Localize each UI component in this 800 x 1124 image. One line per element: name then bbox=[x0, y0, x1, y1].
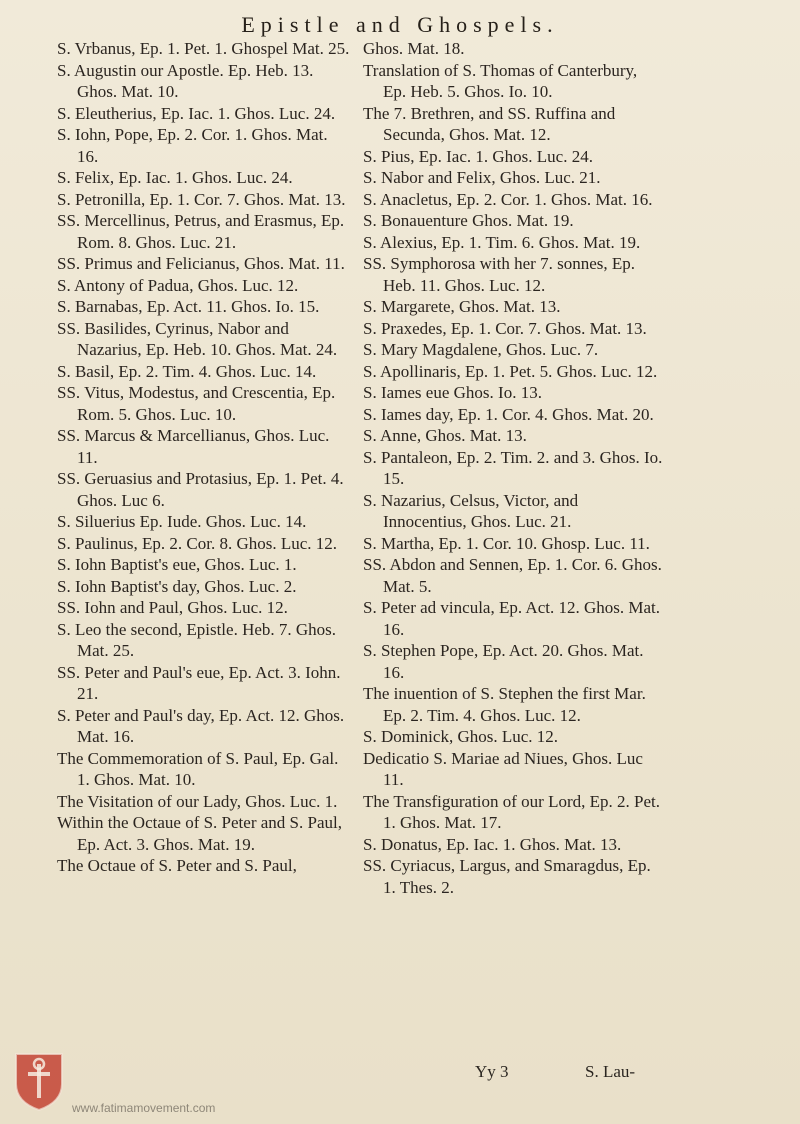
calendar-entry: S. Petronilla, Ep. 1. Cor. 7. Ghos. Mat. 13. bbox=[57, 189, 346, 209]
right-column bbox=[363, 38, 663, 898]
calendar-entry: SS. Abdon and Sennen, Ep. 1. Cor. 6. Ghos. Mat. 5. bbox=[363, 555, 662, 596]
calendar-entry: S. Eleutherius, Ep. Iac. 1. Ghos. Luc. 24. bbox=[57, 103, 336, 123]
calendar-entry: S. Pantaleon, Ep. 2. Tim. 2. and 3. Ghos. Io. 15. bbox=[363, 447, 663, 488]
left-column bbox=[57, 38, 353, 877]
calendar-entry: Translation of S. Thomas of Canterbury, Ep. Heb. 5. Ghos. Io. 10. bbox=[363, 60, 638, 101]
calendar-entry: The inuention of S. Stephen the first Mar. Ep. 2. Tim. 4. Ghos. Luc. 12. bbox=[363, 684, 646, 725]
calendar-entry: S. Dominick, Ghos. Luc. 12. bbox=[363, 727, 559, 746]
calendar-entry: S. Paulinus, Ep. 2. Cor. 8. Ghos. Luc. 12. bbox=[57, 533, 338, 553]
calendar-entry: S. Iohn, Pope, Ep. 2. Cor. 1. Ghos. Mat. 16. bbox=[57, 125, 328, 166]
calendar-entry: S. Leo the second, Epistle. Heb. 7. Ghos. Mat. 25. bbox=[57, 619, 337, 660]
calendar-entry: S. Anne, Ghos. Mat. 13. bbox=[363, 426, 527, 445]
footer-row bbox=[363, 1062, 663, 1086]
calendar-entry: S. Apollinaris, Ep. 1. Pet. 5. Ghos. Luc. 12. bbox=[363, 361, 658, 381]
calendar-entry: S. Stephen Pope, Ep. Act. 20. Ghos. Mat. 16. bbox=[363, 641, 644, 682]
calendar-entry: SS. Vitus, Modestus, and Crescentia, Ep. Rom. 5. Ghos. Luc. 10. bbox=[57, 383, 336, 424]
calendar-entry: SS. Iohn and Paul, Ghos. Luc. 12. bbox=[57, 598, 288, 617]
calendar-entry: S. Pius, Ep. Iac. 1. Ghos. Luc. 24. bbox=[363, 146, 593, 166]
calendar-entry: S. Iohn Baptist's day, Ghos. Luc. 2. bbox=[57, 576, 297, 596]
calendar-entry: S. Bonauenture Ghos. Mat. 19. bbox=[363, 211, 574, 230]
calendar-entry: S. Anacletus, Ep. 2. Cor. 1. Ghos. Mat. 16. bbox=[363, 189, 653, 209]
calendar-entry: SS. Cyriacus, Largus, and Smaragdus, Ep. 1. Thes. 2. bbox=[363, 856, 651, 897]
calendar-entry: S. Margarete, Ghos. Mat. 13. bbox=[363, 297, 561, 316]
calendar-entry: S. Nazarius, Celsus, Victor, and Innocentius, Ghos. Luc. 21. bbox=[363, 490, 579, 531]
calendar-entry: S. Antony of Padua, Ghos. Luc. 12. bbox=[57, 275, 299, 295]
calendar-entry: S. Donatus, Ep. Iac. 1. Ghos. Mat. 13. bbox=[363, 834, 622, 854]
calendar-entry: S. Peter ad vincula, Ep. Act. 12. Ghos. Mat. 16. bbox=[363, 598, 660, 639]
calendar-entry: S. Martha, Ep. 1. Cor. 10. Ghosp. Luc. 11. bbox=[363, 533, 650, 553]
catchword: S. Lau- bbox=[585, 1062, 636, 1081]
calendar-entry: SS. Peter and Paul's eue, Ep. Act. 3. Iohn. 21. bbox=[57, 662, 341, 703]
page-header: Epistle and Ghospels. bbox=[241, 12, 559, 37]
calendar-entry: S. Praxedes, Ep. 1. Cor. 7. Ghos. Mat. 13. bbox=[363, 318, 647, 338]
calendar-entry: S. Iohn Baptist's eue, Ghos. Luc. 1. bbox=[57, 555, 297, 574]
calendar-entry: S. Siluerius Ep. Iude. Ghos. Luc. 14. bbox=[57, 512, 307, 531]
calendar-entry: SS. Basilides, Cyrinus, Nabor and Nazarius, Ep. Heb. 10. Ghos. Mat. 24. bbox=[57, 318, 338, 359]
calendar-entry: S. Basil, Ep. 2. Tim. 4. Ghos. Luc. 14. bbox=[57, 361, 317, 381]
calendar-entry: SS. Geruasius and Protasius, Ep. 1. Pet. 4. Ghos. Luc 6. bbox=[57, 469, 344, 510]
calendar-entry: Dedicatio S. Mariae ad Niues, Ghos. Luc 11. bbox=[363, 748, 643, 789]
calendar-entry: S. Felix, Ep. Iac. 1. Ghos. Luc. 24. bbox=[57, 168, 293, 187]
calendar-entry: The Octaue of S. Peter and S. Paul, bbox=[57, 856, 297, 875]
calendar-entry: SS. Mercellinus, Petrus, and Erasmus, Ep. Rom. 8. Ghos. Luc. 21. bbox=[57, 211, 345, 252]
watermark-url: www.fatimamovement.com bbox=[72, 1101, 216, 1115]
calendar-entry: SS. Symphorosa with her 7. sonnes, Ep. Heb. 11. Ghos. Luc. 12. bbox=[363, 254, 635, 295]
calendar-entry: S. Mary Magdalene, Ghos. Luc. 7. bbox=[363, 340, 599, 359]
calendar-entry: SS. Marcus & Marcellianus, Ghos. Luc. 11. bbox=[57, 426, 330, 467]
calendar-entry: S. Alexius, Ep. 1. Tim. 6. Ghos. Mat. 19. bbox=[363, 232, 641, 252]
calendar-entry: S. Iames day, Ep. 1. Cor. 4. Ghos. Mat. 20. bbox=[363, 404, 654, 424]
calendar-entry: Within the Octaue of S. Peter and S. Paul, Ep. Act. 3. Ghos. Mat. 19. bbox=[57, 813, 342, 854]
calendar-entry: The Visitation of our Lady, Ghos. Luc. 1. bbox=[57, 791, 338, 811]
calendar-entry: S. Augustin our Apostle. Ep. Heb. 13. Ghos. Mat. 10. bbox=[57, 60, 314, 101]
calendar-entry: The Commemoration of S. Paul, Ep. Gal. 1. Ghos. Mat. 10. bbox=[57, 748, 339, 789]
calendar-entry: The 7. Brethren, and SS. Ruffina and Secunda, Ghos. Mat. 12. bbox=[363, 103, 616, 144]
calendar-entry: S. Vrbanus, Ep. 1. Pet. 1. Ghospel Mat. 25. bbox=[57, 39, 350, 58]
calendar-entry: S. Barnabas, Ep. Act. 11. Ghos. Io. 15. bbox=[57, 297, 320, 316]
calendar-entry: S. Nabor and Felix, Ghos. Luc. 21. bbox=[363, 168, 601, 187]
calendar-entry: Ghos. Mat. 18. bbox=[363, 39, 465, 58]
calendar-entry: SS. Primus and Felicianus, Ghos. Mat. 11. bbox=[57, 254, 345, 273]
signature-mark: Yy 3 bbox=[475, 1062, 509, 1081]
calendar-entry: The Transfiguration of our Lord, Ep. 2. Pet. 1. Ghos. Mat. 17. bbox=[363, 791, 660, 832]
calendar-entry: S. Iames eue Ghos. Io. 13. bbox=[363, 383, 542, 402]
calendar-entry: S. Peter and Paul's day, Ep. Act. 12. Ghos. Mat. 16. bbox=[57, 705, 345, 746]
site-logo-icon bbox=[12, 1050, 66, 1112]
